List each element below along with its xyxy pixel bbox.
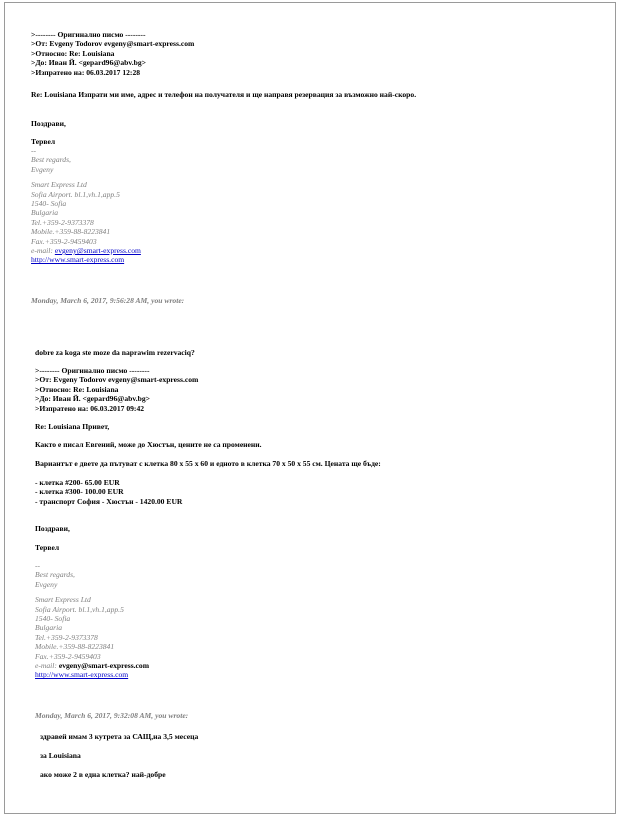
price-list bbox=[31, 478, 605, 506]
message-line-3b: за Louisiana bbox=[40, 751, 81, 760]
sig-company: Smart Express Ltd bbox=[35, 595, 91, 605]
fwd-subject: >Относно: Re: Louisiana bbox=[31, 48, 115, 58]
fwd-title: >-------- Оригинално писмо -------- bbox=[31, 30, 146, 39]
sig-email-label: e-mail: bbox=[31, 246, 55, 256]
sig-address2: 1540- Sofia bbox=[31, 199, 67, 209]
sig-regards: Best regards, bbox=[31, 155, 71, 165]
sig-name: Evgeny bbox=[31, 164, 54, 174]
forwarded-header-1 bbox=[31, 30, 605, 77]
message-body-2c: Вариантът е двете да пътуват с клетка 80 x 55 x 60 и едното в клетка 70 x 50 x 55 см. Цената ще бъде: bbox=[35, 459, 381, 468]
forwarded-header-2 bbox=[31, 366, 605, 413]
sender-name-2: Тервел bbox=[35, 543, 60, 552]
message-body-2b: Както е писал Евгений, може до Хюстън, цените не са променени. bbox=[35, 440, 262, 449]
sig-website-link[interactable]: http://www.smart-express.com bbox=[35, 670, 129, 680]
fwd-title: >-------- Оригинално писмо -------- bbox=[35, 366, 150, 375]
message-intro-2: dobre za koga ste moze da naprawim rezervaciq? bbox=[35, 348, 195, 357]
fwd-from: >От: Evgeny Todorov evgeny@smart-express.com bbox=[31, 39, 195, 49]
message-body-1: Re: Louisiana Изпрати ми име, адрес и телефон на получателя и ще направя резервация за възможно най-скоро. bbox=[31, 90, 417, 99]
quote-attribution-1: Monday, March 6, 2017, 9:56:28 AM, you wrote: bbox=[31, 296, 185, 305]
sig-address2: 1540- Sofia bbox=[35, 614, 71, 624]
quote-attribution-2: Monday, March 6, 2017, 9:32:08 AM, you wrote: bbox=[35, 711, 189, 720]
message-body-2a: Re: Louisiana Привет, bbox=[35, 422, 110, 431]
sig-website-link[interactable]: http://www.smart-express.com bbox=[31, 255, 125, 265]
signature-2 bbox=[31, 561, 605, 680]
email-document bbox=[4, 2, 616, 814]
signature-1 bbox=[31, 146, 605, 265]
sig-email-link[interactable]: evgeny@smart-express.com bbox=[54, 246, 141, 256]
sig-regards: Best regards, bbox=[35, 570, 75, 580]
sig-email-label: e-mail: bbox=[35, 661, 59, 671]
greeting-2: Поздрави, bbox=[35, 524, 70, 533]
sig-dash: -- bbox=[35, 561, 41, 570]
sig-country: Bulgaria bbox=[31, 208, 59, 218]
price-item: - транспорт София - Хюстън - 1420.00 EUR bbox=[35, 496, 183, 506]
message-line-3c: ако може 2 в една клетка? най-добре bbox=[40, 770, 166, 779]
fwd-sent: >Изпратено на: 06.03.2017 12:28 bbox=[31, 67, 141, 77]
price-item: - клетка #200- 65.00 EUR bbox=[35, 478, 120, 487]
message-line-3a: здравей имам 3 кутрета за САЩ,на 3,5 месеца bbox=[40, 732, 199, 741]
fwd-sent: >Изпратено на: 06.03.2017 09:42 bbox=[35, 403, 145, 413]
sig-country: Bulgaria bbox=[35, 623, 63, 633]
sender-name-1: Тервел bbox=[31, 137, 56, 146]
sig-fax: Fax.+359-2-9459403 bbox=[31, 236, 97, 246]
sig-email[interactable]: evgeny@smart-express.com bbox=[58, 661, 150, 671]
fwd-from: >От: Evgeny Todorov evgeny@smart-express.com bbox=[35, 375, 199, 385]
sig-company: Smart Express Ltd bbox=[31, 180, 87, 190]
fwd-to: >До: Иван Й. <gepard96@abv.bg> bbox=[31, 58, 146, 68]
fwd-subject: >Относно: Re: Louisiana bbox=[35, 384, 119, 394]
sig-dash: -- bbox=[31, 146, 37, 155]
sig-tel: Tel.+359-2-9373378 bbox=[35, 632, 98, 642]
price-item: - клетка #300- 100.00 EUR bbox=[35, 487, 124, 497]
sig-name: Evgeny bbox=[35, 579, 58, 589]
sig-mobile: Mobile.+359-88-8223841 bbox=[35, 642, 115, 652]
sig-address1: Sofia Airport. bl.1,vh.1,app.5 bbox=[35, 604, 124, 614]
sig-address1: Sofia Airport. bl.1,vh.1,app.5 bbox=[31, 189, 120, 199]
sig-tel: Tel.+359-2-9373378 bbox=[31, 217, 94, 227]
sig-fax: Fax.+359-2-9459403 bbox=[35, 651, 101, 661]
greeting-1: Поздрави, bbox=[31, 119, 66, 128]
sig-mobile: Mobile.+359-88-8223841 bbox=[31, 227, 111, 237]
fwd-to: >До: Иван Й. <gepard96@abv.bg> bbox=[35, 394, 150, 404]
